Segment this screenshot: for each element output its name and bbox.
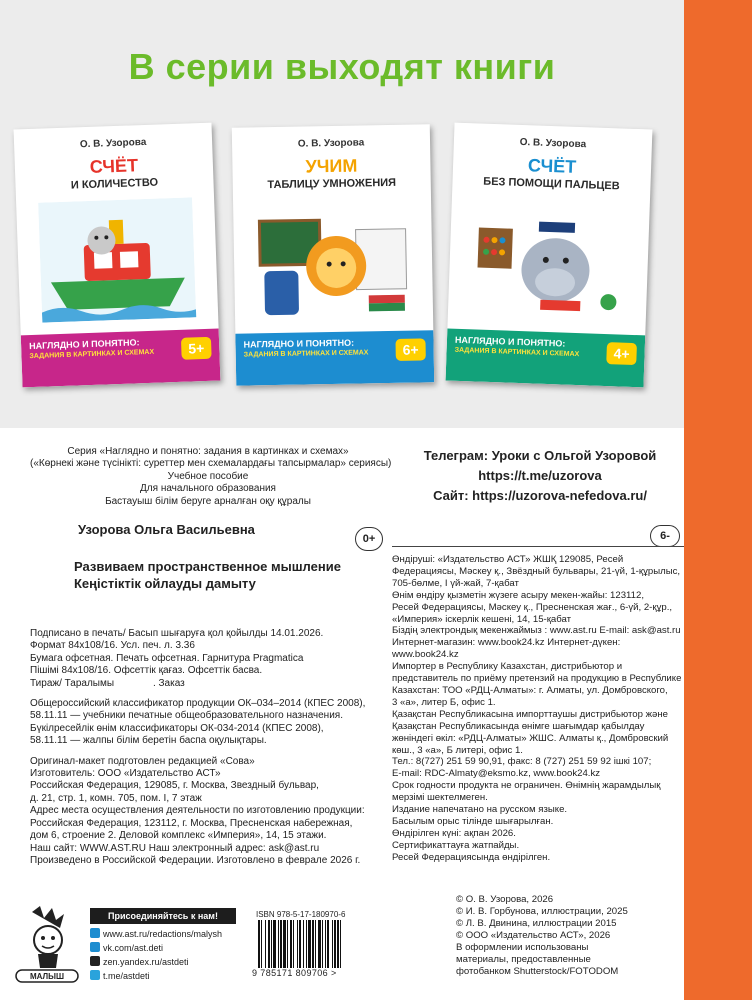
barcode-bar — [273, 920, 276, 968]
band-heading: НАГЛЯДНО И ПОНЯТНО: — [454, 334, 566, 349]
barcode-bar — [297, 920, 298, 968]
book-author: О. В. Узорова — [519, 136, 587, 151]
series-line: Серия «Наглядно и понятно: задания в картинках и схемах» — [67, 446, 349, 457]
barcode-bar — [340, 920, 341, 968]
imprint-line: дом 6, строение 2. Деловой комплекс «Империя», 14, 15 этажи. — [30, 830, 327, 842]
barcode-bar — [312, 920, 314, 968]
imprint-line: Қазақстан Республикасында өнімге шағымдар қабылдау — [392, 720, 645, 732]
book-author: О. В. Узорова — [297, 137, 365, 150]
author-name: Узорова Ольга Васильевна — [78, 522, 255, 537]
barcode-bar — [322, 920, 323, 968]
book-title — [74, 558, 341, 592]
barcode-bar — [293, 920, 294, 968]
barcode-bar — [318, 920, 321, 968]
telegram-icon — [90, 970, 100, 980]
imprint-line: жөніндегі өкіл: «РДЦ-Алматы» ЖШС. Алматы қ., Домбровский — [392, 732, 669, 744]
imprint-line: Басылым орыс тілінде шығарылған. — [392, 815, 554, 827]
book-author: О. В. Узорова — [79, 136, 147, 151]
book-series-band — [235, 330, 434, 385]
barcode-bar — [303, 920, 304, 968]
series-info — [30, 446, 392, 508]
telegram-label: Телеграм: Уроки с Ольгой Узоровой — [423, 448, 657, 463]
site-link[interactable]: Сайт: https://uzorova-nefedova.ru/ — [433, 488, 647, 503]
imprint-left — [30, 628, 365, 867]
barcode-bar — [268, 920, 270, 968]
copyright-line: фотобанком Shutterstock/FOTODOM — [456, 966, 619, 977]
barcode-bar — [306, 920, 307, 968]
imprint-line: Российская Федерация, 129085, г. Москва, Звездный бульвар, — [30, 780, 319, 792]
book-title-sub: И КОЛИЧЕСТВО — [70, 176, 159, 192]
imprint-line: Сертификаттауға жатпайды. — [392, 839, 520, 851]
imprint-line: Адрес места осуществления деятельности по изготовлению продукции: — [30, 805, 365, 817]
copyright-line: © О. В. Узорова, 2026 — [456, 894, 554, 905]
malysh-logo-text: МАЛЫШ — [29, 972, 65, 981]
join-link-zen[interactable] — [90, 956, 189, 967]
imprint-line: «Империя» іскерлік кешені, 14, 15-қабат — [392, 613, 572, 625]
copyright-line: © Л. В. Двинина, иллюстрации 2015 — [456, 918, 617, 929]
isbn-barcode — [256, 920, 392, 968]
series-line: Для начального образования — [140, 483, 276, 495]
imprint-line: Формат 84х108/16. Усл. печ. л. 3.36 — [30, 640, 195, 652]
imprint-line: Біздің электрондық мекенжаймыз : www.ast.ru E-mail: ask@ast.ru — [392, 625, 681, 637]
zen-icon — [90, 956, 100, 966]
imprint-line: Казахстан: ТОО «РДЦ-Алматы»: г. Алматы, ул. Домбровского, — [392, 684, 668, 696]
imprint-line: Общероссийский классификатор продукции ОК–034–2014 (КПЕС 2008), — [30, 698, 366, 710]
copyright-block — [456, 894, 628, 978]
join-link-text: vk.com/ast.deti — [103, 943, 164, 953]
vk-icon — [90, 942, 100, 952]
book-cover-count — [14, 123, 221, 388]
imprint-line: E-mail: RDC-Almaty@eksmo.kz, www.book24.kz — [392, 768, 601, 780]
lion-illustration — [255, 199, 411, 322]
imprint-line: Бүкілресейлік өнім классификаторы ОК-034-2014 (КПЕС 2008), — [30, 722, 324, 734]
barcode-bar — [334, 920, 336, 968]
imprint-line: Ресей Федерациясында өндірілген. — [392, 851, 551, 863]
barcode-bar — [265, 920, 266, 968]
imprint-line: 3 «а», литер Б, офис 1. — [392, 696, 496, 708]
boat-illustration — [38, 197, 196, 322]
series-banner — [0, 0, 684, 428]
orange-side-strip — [684, 0, 752, 1000]
imprint-line: Интернет-магазин: www.book24.kz Интернет-дүкен: — [392, 637, 621, 649]
join-link-vk[interactable] — [90, 942, 163, 953]
barcode-bar — [315, 920, 316, 968]
telegram-link[interactable]: https://t.me/uzorova — [478, 468, 602, 483]
copyright-line: © И. В. Горбунова, иллюстрации, 2025 — [456, 906, 628, 917]
barcode-bar — [308, 920, 311, 968]
age-rating-right: 6- — [650, 525, 680, 547]
copyright-line: материалы, предоставленные — [456, 954, 591, 965]
barcode-bar — [278, 920, 279, 968]
malysh-logo-mascot — [12, 904, 82, 984]
book-series-band — [446, 328, 646, 387]
book-title-main: СЧЁТ — [89, 155, 139, 177]
join-us-heading: Присоединяйтесь к нам! — [90, 908, 236, 924]
join-link-text: t.me/astdeti — [103, 971, 150, 981]
band-heading: НАГЛЯДНО И ПОНЯТНО: — [28, 337, 140, 352]
imprint-line: Федерациясы, Мәскеу қ., Звёздный бульвары, 21-үй, 1-құрылыс, — [392, 565, 681, 577]
barcode-bar — [258, 920, 260, 968]
barcode-bar — [283, 920, 286, 968]
imprint-line: Бумага офсетная. Печать офсетная. Гарнитура Pragmatica — [30, 652, 304, 664]
imprint-line: Срок годности продукта не ограничен. Өнімнің жарамдылық — [392, 780, 661, 792]
imprint-line: Өндірілген күні: ақпан 2026. — [392, 827, 516, 839]
book-series-band — [21, 328, 221, 387]
join-link-telegram[interactable] — [90, 970, 150, 981]
imprint-line: 58.11.11 — жалпы білім беретін баспа оқулықтары. — [30, 735, 267, 747]
imprint-line: Ресей Федерациясы, Мәскеу қ., Пресненская жағ., 6-үй, 2-құр., — [392, 601, 673, 613]
book-title-ru: Развиваем пространственное мышление — [74, 559, 341, 574]
copyright-line: В оформлении использованы — [456, 942, 589, 953]
band-subheading: ЗАДАНИЯ В КАРТИНКАХ И СХЕМАХ — [454, 346, 580, 359]
imprint-line: көш., 3 «а», Б литері, офис 1. — [392, 744, 523, 756]
band-subheading: ЗАДАНИЯ В КАРТИНКАХ И СХЕМАХ — [29, 348, 155, 361]
imprint-line: Қазақстан Республикасына импорттаушы дистрибьютор және — [392, 708, 668, 720]
barcode-bar — [261, 920, 262, 968]
join-link-site[interactable] — [90, 928, 222, 939]
book-title-sub: ТАБЛИЦУ УМНОЖЕНИЯ — [267, 176, 397, 192]
imprint-line: д. 21, стр. 1, комн. 705, пом. I, 7 этаж — [30, 792, 202, 804]
series-title: В серии выходят книги — [128, 46, 556, 87]
imprint-spacer — [30, 690, 365, 698]
author-links — [400, 446, 680, 506]
barcode-bar — [290, 920, 292, 968]
barcode-bar — [337, 920, 339, 968]
imprint-line: 705-бөлме, I үй-жай, 7-қабат — [392, 577, 519, 589]
book-title-kz: Кеңістіктік ойлауды дамыту — [74, 576, 256, 591]
imprint-line: Тираж/ Таралымы . Заказ — [30, 677, 185, 689]
book-cover-multiplication — [232, 124, 434, 385]
imprint-line: Подписано в печать/ Басып шығаруға қол қойылды 14.01.2026. — [30, 628, 324, 639]
imprint-line: Российская Федерация, 123112, г. Москва, Пресненская набережная, — [30, 817, 353, 829]
band-heading: НАГЛЯДНО И ПОНЯТНО: — [243, 337, 355, 350]
barcode-bar — [299, 920, 301, 968]
imprint-line: Издание напечатано на русском языке. — [392, 804, 568, 816]
age-badge: 4+ — [606, 342, 637, 365]
join-link-text: www.ast.ru/redactions/malysh — [103, 929, 223, 939]
imprint-line: www.book24.kz — [392, 649, 459, 661]
imprint-line: Импортер в Республику Казахстан, дистрибьютор и — [392, 661, 623, 673]
right-column-divider — [392, 546, 684, 547]
series-line: Бастауыш білім беруге арналған оқу құралы — [105, 495, 311, 507]
barcode-bar — [280, 920, 282, 968]
imprint-right — [392, 554, 681, 864]
imprint-line: Өндіруші: «Издательство АСТ» ЖШҚ 129085, Ресей — [392, 554, 624, 565]
barcode-bar — [325, 920, 326, 968]
barcode-bar — [332, 920, 333, 968]
book-title-main: СЧЁТ — [527, 155, 577, 177]
imprint-line: Тел.: 8(727) 251 59 90,91, факс: 8 (727) 251 59 92 ішкі 107; — [392, 756, 652, 768]
hippo-illustration — [470, 197, 628, 322]
imprint-line: Изготовитель: ООО «Издательство АСТ» — [30, 768, 221, 780]
join-link-text: zen.yandex.ru/astdeti — [103, 957, 189, 967]
book-title-main: УЧИМ — [305, 155, 358, 177]
age-badge: 5+ — [181, 337, 212, 360]
imprint-line: Произведено в Российской Федерации. Изготовлено в феврале 2026 г. — [30, 854, 361, 866]
barcode-bar — [271, 920, 272, 968]
series-line: Учебное пособие — [167, 470, 249, 482]
imprint-line: представитель по приёму претензий на продукцию в Республике — [392, 673, 682, 685]
series-line: («Көрнекі және түсінікті: суреттер мен схемалардағы тапсырмалар» сериясы) — [30, 458, 392, 470]
age-rating-left: 0+ — [355, 527, 383, 551]
imprint-line: Оригинал-макет подготовлен редакцией «Сова» — [30, 755, 255, 767]
book-title-sub: БЕЗ ПОМОЩИ ПАЛЬЦЕВ — [483, 175, 620, 193]
barcode-bar — [327, 920, 329, 968]
barcode-bar — [287, 920, 288, 968]
imprint-line: 58.11.11 — учебники печатные общеобразовательного назначения. — [30, 710, 343, 722]
copyright-line: © ООО «Издательство АСТ», 2026 — [456, 930, 611, 941]
book-cover-counting — [446, 123, 653, 388]
band-subheading: ЗАДАНИЯ В КАРТИНКАХ И СХЕМАХ — [243, 349, 369, 359]
globe-icon — [90, 928, 100, 938]
imprint-line: Наш сайт: WWW.AST.RU Наш электронный адрес: ask@ast.ru — [30, 842, 320, 854]
age-badge: 6+ — [395, 338, 425, 361]
imprint-line: мерзімі шектелмеген. — [392, 792, 488, 804]
isbn-digits: 9 785171 809706 > — [252, 968, 337, 978]
imprint-line: Өнім өндіру қызметін жүзеге асыру мекен-жайы: 123112, — [392, 589, 645, 601]
isbn-label: ISBN 978-5-17-180970-6 — [256, 910, 346, 919]
imprint-spacer — [30, 748, 365, 756]
imprint-line: Пішімі 84х108/16. Офсеттік қағаз. Офсеттік басва. — [30, 665, 263, 677]
